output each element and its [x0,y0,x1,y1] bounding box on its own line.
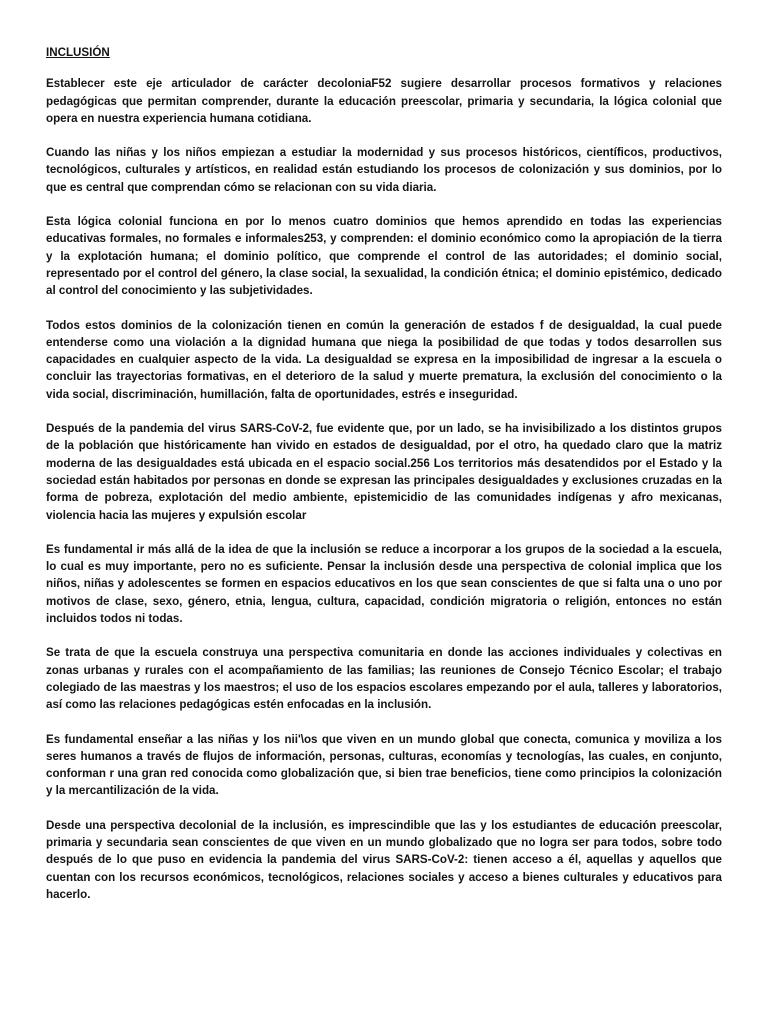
document-title: INCLUSIÓN [46,46,110,59]
document-page [46,44,722,920]
paragraph: Esta lógica colonial funciona en por lo menos cuatro dominios que hemos aprendido en todas las experiencias educativas formales, no formales e informales253, y comprenden: el dominio económico como la apropiación de la tierra y la explotación humana; el dominio político, que comprende el control de las autoridades; el dominio social, representado por el control del género, la clase social, la sexualidad, la condición étnica; el dominio epistémico, dedicado al control del conocimiento y las subjetividades. [46,215,722,298]
paragraph: Es fundamental enseñar a las niñas y los nii'\os que viven en un mundo global que conecta, comunica y moviliza a los seres humanos a través de flujos de información, personas, culturas, economías y tecnologías, las cuales, en conjunto, conforman r una gran red conocida como globalización que, si bien trae beneficios, tiene como principios la colonización y la mercantilización de la vida. [46,732,722,798]
paragraph: Cuando las niñas y los niños empiezan a estudiar la modernidad y sus procesos históricos, científicos, productivos, tecnológicos, culturales y artísticos, en realidad están estudiando los procesos de colonización y sus dominios, por lo que es central que comprendan cómo se relacionan con su vida diaria. [46,146,722,194]
paragraph: Establecer este eje articulador de carácter decoloniaF52 sugiere desarrollar procesos formativos y relaciones pedagógicas que permitan comprender, durante la educación preescolar, primaria y secundaria, la lógica colonial que opera en nuestra experiencia humana cotidiana. [46,77,722,125]
paragraph: Después de la pandemia del virus SARS-CoV-2, fue evidente que, por un lado, se ha invisibilizado a los distintos grupos de la población que históricamente han vivido en estados de desigualdad, por el otro, ha quedado claro que la matriz moderna de las desigualdades está ubicada en el espacio social.256 Los territorios más desatendidos por el Estado y la sociedad están habitados por personas en donde se expresan las principales desigualdades y exclusiones cruzadas en la forma de pobreza, explotación del medio ambiente, epistemicidio de las comunidades indígenas y afro mexicanas, violencia hacia las mujeres y expulsión escolar [46,422,722,522]
paragraph: Todos estos dominios de la colonización tienen en común la generación de estados f de desigualdad, la cual puede entenderse como una violación a la dignidad humana que niega la posibilidad de que todas y todos desarrollen sus capacidades en cualquier aspecto de la vida. La desigualdad se expresa en la imposibilidad de ingresar a la escuela o concluir las trayectorias formativas, en el deterioro de la salud y muerte prematura, la exclusión del conocimiento o la vida social, discriminación, humillación, falta de oportunidades, estrés e inseguridad. [46,318,722,401]
paragraph: Desde una perspectiva decolonial de la inclusión, es imprescindible que las y los estudiantes de educación preescolar, primaria y secundaria sean conscientes de que viven en un mundo globalizado que no logra ser para todos, sobre todo después de lo que puso en evidencia la pandemia del virus SARS-CoV-2: tienen acceso a él, aquellas y aquellos que cuentan con los recursos económicos, tecnológicos, relaciones sociales y acceso a bienes culturales y educativos para hacerlo. [46,818,722,901]
paragraph: Es fundamental ir más allá de la idea de que la inclusión se reduce a incorporar a los grupos de la sociedad a la escuela, lo cual es muy importante, pero no es suficiente. Pensar la inclusión desde una perspectiva de colonial implica que los niños, niñas y adolescentes se formen en espacios educativos en los que sean conscientes de que si falta una o uno por motivos de clase, sexo, género, etnia, lengua, cultura, capacidad, condición migratoria o religión, entonces no están incluidos todos ni todas. [46,542,722,626]
paragraph: Se trata de que la escuela construya una perspectiva comunitaria en donde las acciones individuales y colectivas en zonas urbanas y rurales con el acompañamiento de las familias; las reuniones de Consejo Técnico Escolar; el trabajo colegiado de las maestras y los maestros; el uso de los espacios escolares empezando por el aula, talleres y laboratorios, así como las relaciones pedagógicas estén enfocadas en la inclusión. [46,646,722,712]
